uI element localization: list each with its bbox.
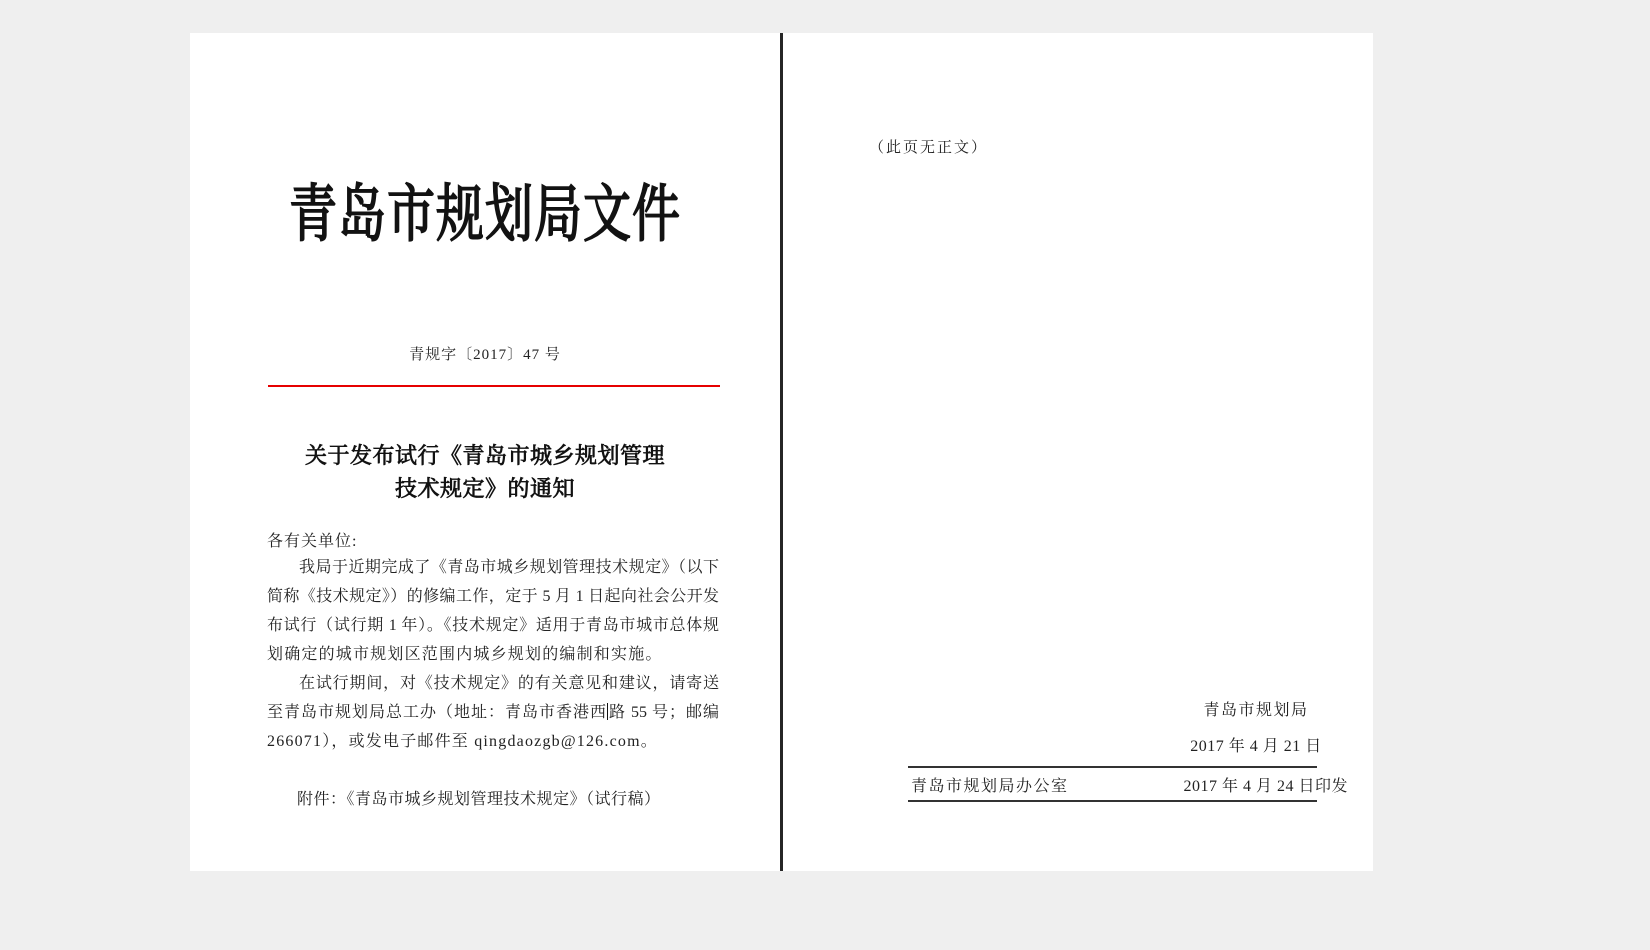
issuer-name: 青岛市规划局 xyxy=(1203,702,1309,719)
body-line: 在试行期间，对《技术规定》的有关意见和建议，请寄送 xyxy=(299,675,719,692)
body-line-segment: 路 55 号；邮编 xyxy=(607,704,719,721)
document-number: 青规字〔2017〕47 号 xyxy=(409,347,561,363)
notice-title-line-1: 关于发布试行《青岛市城乡规划管理 xyxy=(304,443,665,468)
body-line: 简称《技术规定》）的修编工作，定于 5 月 1 日起向社会公开发 xyxy=(267,588,719,605)
document-page-1 xyxy=(190,33,780,871)
print-footer xyxy=(908,766,1348,802)
print-footer-row xyxy=(908,768,1348,800)
agency-title: 青岛市规划局文件 xyxy=(288,181,681,250)
issuing-office: 青岛市规划局办公室 xyxy=(911,777,1069,795)
body-text xyxy=(267,553,719,756)
salutation: 各有关单位: xyxy=(267,533,358,550)
notice-title-line-2: 技术规定》的通知 xyxy=(394,476,575,501)
signature-block xyxy=(1166,697,1346,756)
body-line-segment: 至青岛市规划局总工办（地址：青岛市香港西 xyxy=(267,704,607,721)
red-separator-line xyxy=(268,385,720,387)
no-text-notice: （此页无正文） xyxy=(869,140,989,156)
issue-date: 2017 年 4 月 21 日 xyxy=(1190,738,1322,755)
notice-title xyxy=(190,439,780,505)
body-line: 布试行（试行期 1 年）。《技术规定》适用于青岛市城市总体规 xyxy=(267,617,719,634)
body-line: 划确定的城市规划区范围内城乡规划的编制和实施。 xyxy=(267,646,663,663)
body-line-with-cursor xyxy=(267,698,719,727)
document-page-2 xyxy=(783,33,1373,871)
body-line: 我局于近期完成了《青岛市城乡规划管理技术规定》（以下 xyxy=(299,559,719,576)
attachment-line: 附件：《青岛市城乡规划管理技术规定》（试行稿） xyxy=(297,791,661,808)
body-line: 266071），或发电子邮件至 qingdaozgb@126.com。 xyxy=(267,733,658,750)
document-spread xyxy=(190,33,1373,871)
print-date: 2017 年 4 月 24 日印发 xyxy=(1183,777,1348,795)
